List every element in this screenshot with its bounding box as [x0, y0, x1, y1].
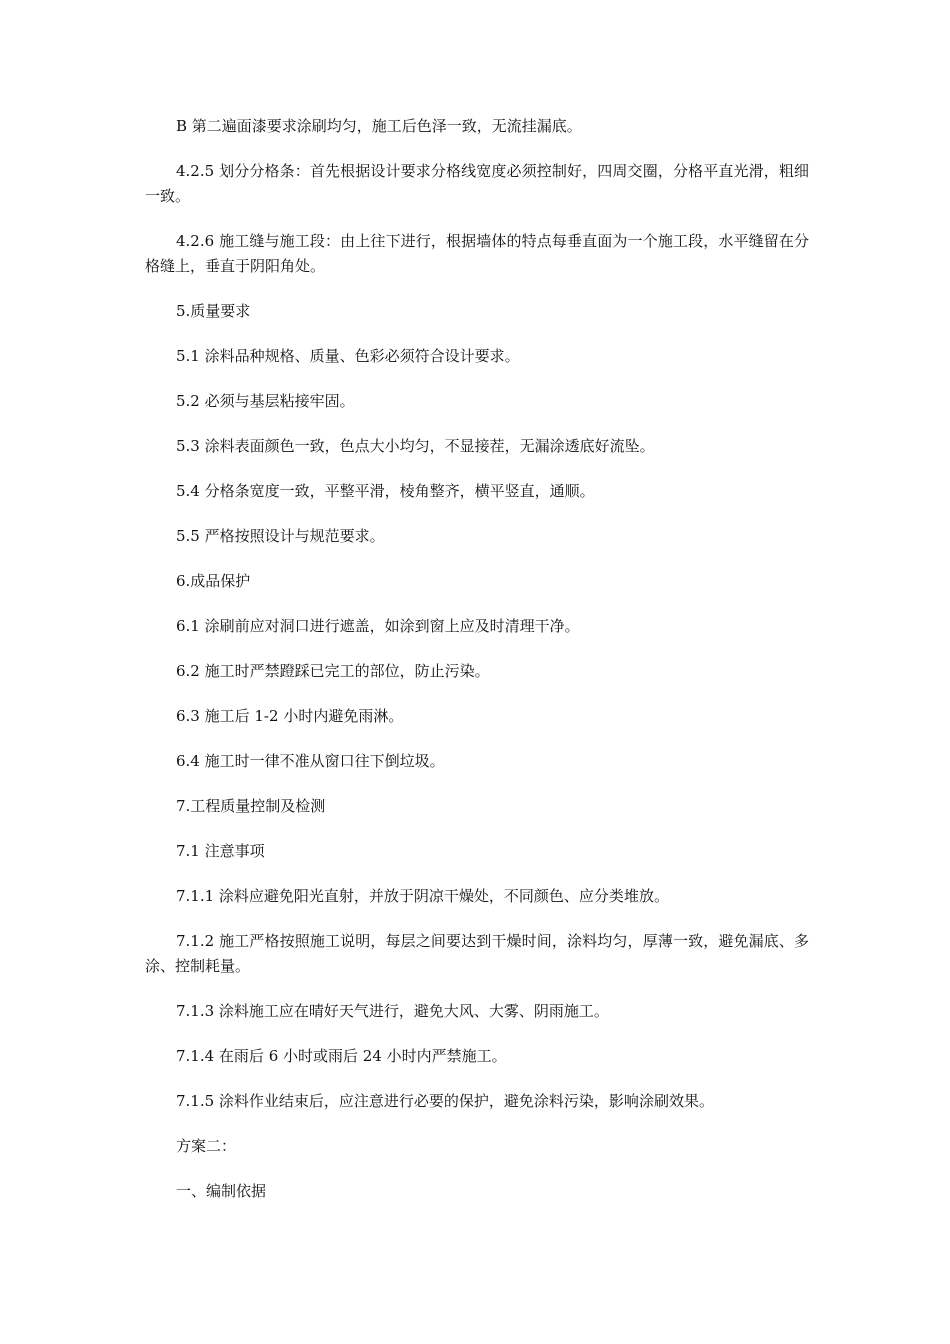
heading-7-1-notes: 7.1 注意事项	[176, 842, 265, 860]
paragraph-5-2: 5.2 必须与基层粘接牢固。	[176, 392, 355, 410]
heading-plan-two: 方案二：	[176, 1137, 237, 1155]
paragraph-5-1: 5.1 涂料品种规格、质量、色彩必须符合设计要求。	[176, 347, 520, 365]
heading-6-product-protection: 6.成品保护	[176, 572, 251, 590]
paragraph-7-1-4: 7.1.4 在雨后 6 小时或雨后 24 小时内严禁施工。	[176, 1047, 507, 1065]
paragraph-7-1-2: 7.1.2 施工严格按照施工说明，每层之间要达到干燥时间，涂料均匀，厚薄一致，避免漏底、多涂、控制耗量。	[145, 932, 809, 975]
paragraph-7-1-5: 7.1.5 涂料作业结束后，应注意进行必要的保护，避免涂料污染，影响涂刷效果。	[176, 1092, 714, 1110]
document-body	[145, 114, 809, 1224]
paragraph-5-4: 5.4 分格条宽度一致，平整平滑，棱角整齐，横平竖直，通顺。	[176, 482, 595, 500]
heading-7-quality-control: 7.工程质量控制及检测	[176, 797, 326, 815]
paragraph-6-2: 6.2 施工时严禁蹬踩已完工的部位，防止污染。	[176, 662, 490, 680]
paragraph-7-1-1: 7.1.1 涂料应避免阳光直射，并放于阴凉干燥处，不同颜色、应分类堆放。	[176, 887, 669, 905]
paragraph-4-2-5: 4.2.5 划分分格条：首先根据设计要求分格线宽度必须控制好，四周交圈，分格平直光滑，粗细一致。	[145, 162, 809, 205]
paragraph-5-3: 5.3 涂料表面颜色一致，色点大小均匀，不显接茬，无漏涂透底好流坠。	[176, 437, 655, 455]
paragraph-7-1-3: 7.1.3 涂料施工应在晴好天气进行，避免大风、大雾、阴雨施工。	[176, 1002, 609, 1020]
paragraph-4-2-6: 4.2.6 施工缝与施工段：由上往下进行，根据墙体的特点每垂直面为一个施工段，水平缝留在分格缝上，垂直于阴阳角处。	[145, 232, 809, 275]
paragraph-6-4: 6.4 施工时一律不准从窗口往下倒垃圾。	[176, 752, 445, 770]
heading-compilation-basis: 一、编制依据	[176, 1182, 267, 1200]
paragraph-5-5: 5.5 严格按照设计与规范要求。	[176, 527, 385, 545]
paragraph-paint-second-coat: B 第二遍面漆要求涂刷均匀，施工后色泽一致，无流挂漏底。	[176, 117, 582, 135]
heading-5-quality-requirements: 5.质量要求	[176, 302, 251, 320]
paragraph-6-1: 6.1 涂刷前应对洞口进行遮盖，如涂到窗上应及时清理干净。	[176, 617, 580, 635]
paragraph-6-3: 6.3 施工后 1-2 小时内避免雨淋。	[176, 707, 404, 725]
